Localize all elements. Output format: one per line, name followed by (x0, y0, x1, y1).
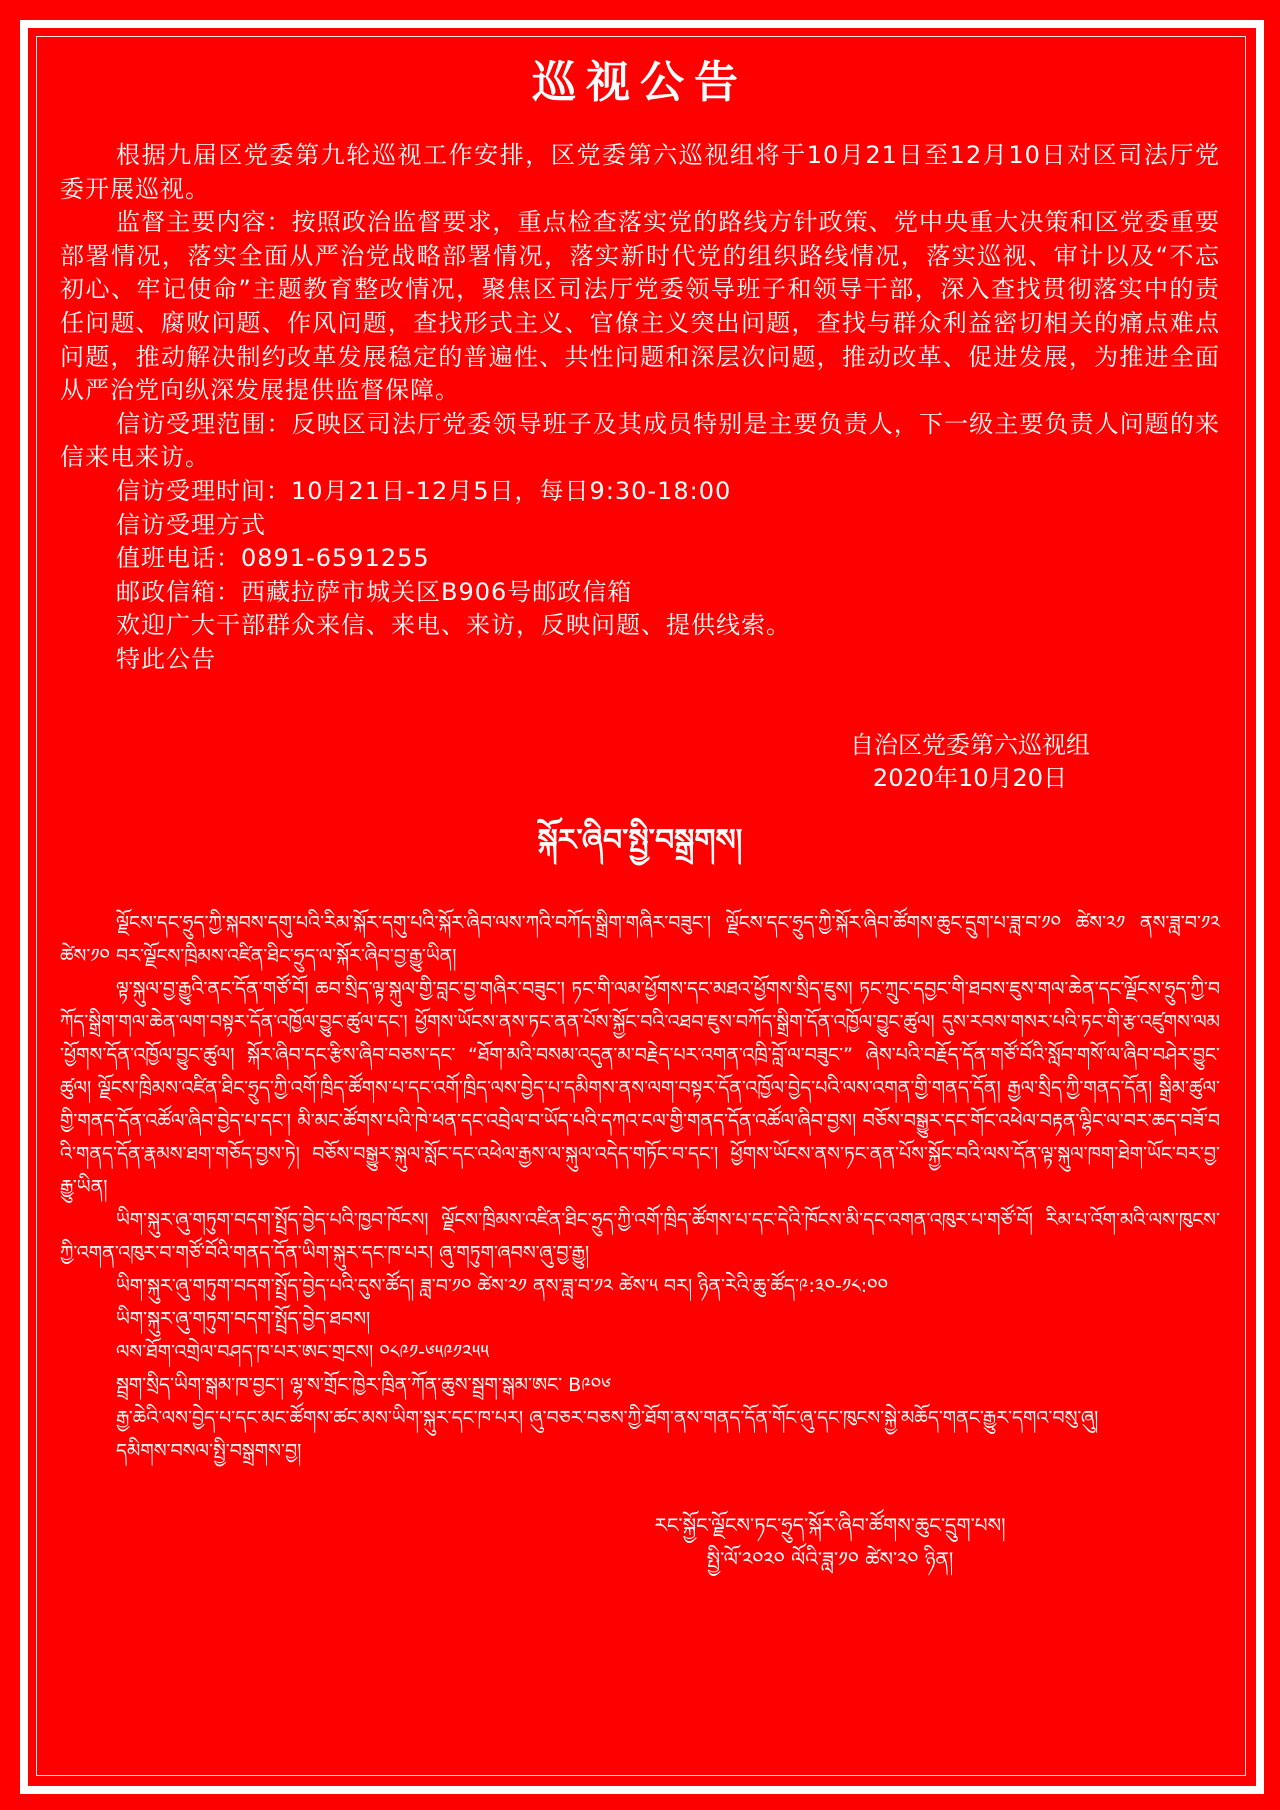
cn-paragraph-phone: 值班电话：0891-6591255 (116, 544, 430, 573)
notice-content (60, 55, 1220, 1576)
cn-paragraph-closing: 特此公告 (116, 644, 216, 673)
bo-body (60, 907, 1220, 1468)
cn-signature-date: 2020年10月20日 (872, 763, 1068, 792)
cn-body (60, 139, 1220, 677)
bo-signature-date: སྤྱི་ལོ་༢༠༢༠ ལོའི་ཟླ་༡༠ ཚེས་༢༠ ཉིན། (706, 1546, 954, 1571)
bo-paragraph-welcome: རྒྱ་ཆེའི་ལས་བྱེད་པ་དང་མང་ཚོགས་ཚང་མས་ཡིག་སྐུར་དང་ཁ་པར། ཞུ་བཅར་བཅས་ཀྱི་ཐོག་ནས་གནད་དོན་གོང་ཞུ་དང་ཁུངས་སྐྱེ་མཆོད་གནང་རྒྱུར་དགའ་བསུ་ཞུ། (116, 1406, 1099, 1429)
bo-paragraph-intro: ལྗོངས་དང་ཧྲུད་ཀྱི་སྐབས་དགུ་པའི་རིམ་སྐོར་དགུ་པའི་སྐོར་ཞིབ་ལས་ཀའི་བཀོད་སྒྲིག་གཞིར་བཟུང་། ལྗོངས་དང་ཧྲུད་ཀྱི་སྐོར་ཞིབ་ཚོགས་ཆུང་དྲུག་པ་ཟླ་བ་༡༠ ཚེས་༢༡ ནས་ཟླ་བ་༡༢ ཚེས་༡༠ བར་ལྗོངས་ཁྲིམས་འཛིན་ཐིང་ཧྲུད་ལ་སྐོར་ཞིབ་བྱ་རྒྱུ་ཡིན། (60, 911, 1220, 967)
cn-paragraph-welcome: 欢迎广大干部群众来信、来电、来访，反映问题、提供线索。 (116, 611, 791, 640)
bo-paragraph-time: ཡིག་སྐུར་ཞུ་གཏུག་བདག་སྤྲོད་བྱེད་པའི་དུས་ཚོད། ཟླ་བ་༡༠ ཚེས་༢༡ ནས་ཟླ་བ་༡༢ ཚེས་༥ བར། ཉིན་རེའི་ཆུ་ཚོད་༩:༣༠-༡༨:༠༠ (116, 1274, 889, 1297)
cn-signature (60, 729, 1220, 795)
bo-signature-org: རང་སྐྱོང་ལྗོངས་ཏང་ཧྲུད་སྐོར་ཞིབ་ཚོགས་ཆུང་དྲུག་པས། (654, 1512, 1006, 1537)
bo-paragraph-supervision: ལྟ་སྐུལ་བྱ་རྒྱུའི་ནང་དོན་གཙོ་བོ། ཆབ་སྲིད་ལྟ་སྐུལ་གྱི་བླང་བྱ་གཞིར་བཟུང་། ཏང་གི་ལམ་ཕྱོགས་དང་མཐའ་ཕྱོགས་སྲིད་ཇུས། ཏང་ཀྲུང་དབྱང་གི་ཐབས་ཇུས་གལ་ཆེན་དང་ལྗོངས་ཧྲུད་ཀྱི་བཀོད་སྒྲིག་གལ་ཆེན་ལག་བསྟར་དོན་འཁྱོལ་བྱུང་ཚུལ་དང་། ཕྱོགས་ཡོངས་ནས་ཏང་ནན་པོས་སྐྱོང་བའི་འཐབ་ཇུས་བཀོད་སྒྲིག་དོན་འཁྱོལ་བྱུང་ཚུལ། དུས་རབས་གསར་པའི་ཏང་གི་རྩ་འཛུགས་ལམ་ཕྱོགས་དོན་འཁྱོལ་བྱུང་ཚུལ། སྐོར་ཞིབ་དང་རྩིས་ཞིབ་བཅས་དང་ “ཐོག་མའི་བསམ་འདུན་མ་བརྗེད་པར་འགན་འཁྲི་བློ་ལ་བཟུང་” ཞེས་པའི་བརྗོད་དོན་གཙོ་བོའི་སློབ་གསོ་ལ་ཞིབ་བཤེར་བྱུང་ཚུལ། ལྗོངས་ཁྲིམས་འཛིན་ཐིང་ཧྲུད་ཀྱི་འགོ་ཁྲིད་ཚོགས་པ་དང་འགོ་ཁྲིད་ལས་བྱེད་པ་དམིགས་ནས་ལག་བསྟར་དོན་འཁྱོལ་བྱེད་པའི་ལས་འགན་གྱི་གནད་དོན། རྒྱལ་སྲིད་ཀྱི་གནད་དོན། སྒྲིམ་ཚུལ་གྱི་གནད་དོན་འཚོལ་ཞིབ་བྱེད་པ་དང་། མི་མང་ཚོགས་པའི་ཁེ་ཕན་དང་འབྲེལ་བ་ཡོད་པའི་དཀའ་ངལ་གྱི་གནད་དོན་འཚོལ་ཞིབ་བྱས། བཅོས་བསྒྱུར་དང་གོང་འཕེལ་བརྟན་ལྷིང་ལ་བར་ཆད་བཟོ་བའི་གནད་དོན་རྣམས་ཐག་གཅོད་བྱས་ཏེ། བཅོས་བསྒྱུར་སྐུལ་སློང་དང་འཕེལ་རྒྱས་ལ་སྐུལ་འདེད་གཏོང་བ་དང་། ཕྱོགས་ཡོངས་ནས་ཏང་ནན་པོས་སྐྱོང་བའི་ལས་དོན་ལྟ་སྐུལ་ཁག་ཐེག་ཡོང་བར་བྱ་རྒྱུ་ཡིན། (60, 977, 1220, 1198)
cn-signature-org: 自治区党委第六巡视组 (850, 730, 1090, 759)
cn-title: 巡视公告 (532, 57, 748, 108)
cn-paragraph-intro: 根据九届区党委第九轮巡视工作安排，区党委第六巡视组将于10月21日至12月10日对区司法厅党委开展巡视。 (60, 141, 1220, 203)
cn-paragraph-method: 信访受理方式 (116, 510, 266, 539)
cn-paragraph-mailbox: 邮政信箱：西藏拉萨市城关区B906号邮政信箱 (116, 577, 633, 606)
bo-paragraph-mailbox: སྦྲག་སྲིད་ཡིག་སྒམ་ཁ་བྱང་། ལྷ་ས་གྲོང་ཁྱེར་ཁྲིན་ཀོན་ཆུས་སྦྲག་སྒམ་ཨང་ B༩༠༦ (116, 1373, 612, 1396)
cn-paragraph-scope: 信访受理范围：反映区司法厅党委领导班子及其成员特别是主要负责人，下一级主要负责人问题的来信来电来访。 (60, 409, 1220, 472)
bo-paragraph-closing: དམིགས་བསལ་སྤྱི་བསྒྲགས་བྱ། (116, 1439, 302, 1462)
bo-paragraph-method: ཡིག་སྐུར་ཞུ་གཏུག་བདག་སྤྲོད་བྱེད་ཐབས། (116, 1307, 371, 1330)
bo-signature (60, 1508, 1220, 1576)
cn-paragraph-time: 信访受理时间：10月21日-12月5日，每日9:30-18:00 (116, 476, 732, 505)
bo-title: སྐོར་ཞིབ་སྤྱི་བསྒྲགས། (537, 822, 743, 858)
bo-paragraph-phone: ལས་ཐོག་འགྲེལ་བཤད་ཁ་པར་ཨང་གྲངས། ༠༨༩༡-༦༥༩༡༢༥༥ (116, 1340, 489, 1363)
bo-paragraph-scope: ཡིག་སྐུར་ཞུ་གཏུག་བདག་སྤྲོད་བྱེད་པའི་ཁྱབ་ཁོངས། ལྗོངས་ཁྲིམས་འཛིན་ཐིང་ཧྲུད་ཀྱི་འགོ་ཁྲིད་ཚོགས་པ་དང་དེའི་ཁོངས་མི་དང་འགན་འཁུར་པ་གཙོ་བོ། རིམ་པ་འོག་མའི་ལས་ཁུངས་ཀྱི་འགན་འཁུར་བ་གཙོ་བོའི་གནད་དོན་ཡིག་སྐུར་དང་ཁ་པར། ཞུ་གཏུག་ཞབས་ཞུ་བྱ་རྒྱུ། (60, 1208, 1220, 1264)
cn-paragraph-supervision: 监督主要内容：按照政治监督要求，重点检查落实党的路线方针政策、党中央重大决策和区党委重要部署情况，落实全面从严治党战略部署情况，落实新时代党的组织路线情况，落实巡视、审计以及“不忘初心、牢记使命”主题教育整改情况，聚焦区司法厅党委领导班子和领导干部，深入查找贯彻落实中的责任问题、腐败问题、作风问题，查找形式主义、官僚主义突出问题，查找与群众利益密切相关的痛点难点问题，推动解决制约改革发展稳定的普遍性、共性问题和深层次问题，推动改革、促进发展，为推进全面从严治党向纵深发展提供监督保障。 (60, 208, 1220, 405)
